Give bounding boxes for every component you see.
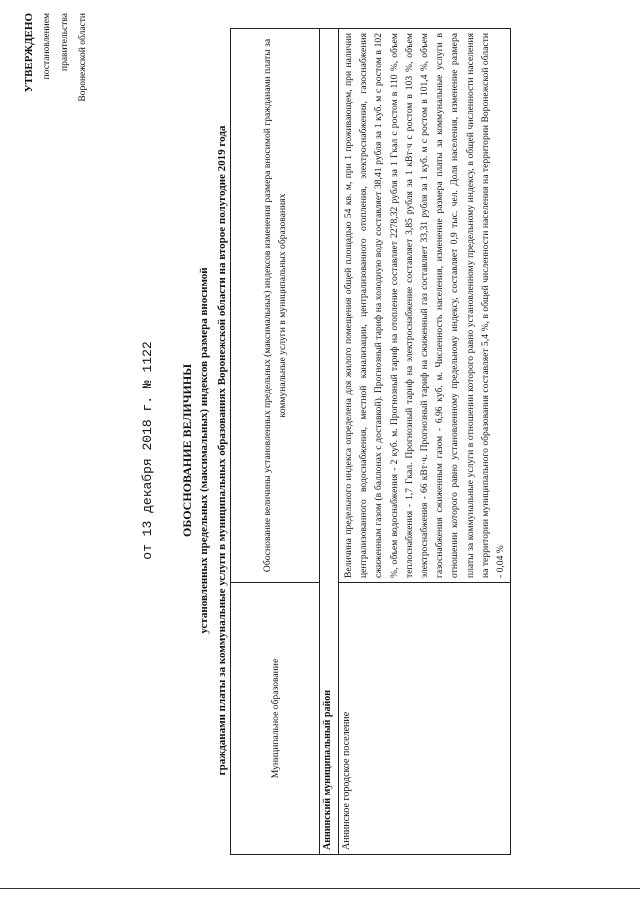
settlement-justification: Величина предельного индекса определена для жилого помещения общей площадью 54 кв. м, при 1 проживающем, при наличии централизованного водоснабжения, местной канализации, централизованного отопления, электроснабжения, газоснабжения сжиженным газом (в баллонах с доставкой). Прогнозный тариф на холодную воду составляет 38,41 рубля за 1 куб. м с ростом в 102 %, объем водоснабжения - 2 куб. м. Прогнозный тариф на отопление составляет 2278,32 рубля за 1 Гкал с ростом в 110 %, объем теплоснабжения - 1,7 Гкал. Прогнозный тариф на электроснабжение составляет 3,85 рубля за 1 кВт·ч с ростом в 103 %, объем электроснабжения - 66 кВт·ч. Прогнозный тариф на сжиженный газ составляет 33,31 рубля за 1 куб. м с ростом в 101,4 %, объем газоснабжения сжиженным газом - 6,96 куб. м. Численность населения, изменение размера платы за коммунальные услуги в отношении которого равно установленному предельному индексу, составляет 0,9 тыс. чел. Доля населения, изменение размера платы за коммунальные услуги в отношении которого равно установленному предельному индексу, в общей численности населения на территории муниципального образования составляет 5,4 %, в общей численности населения на территории Воронежской области - 0,04 % <box>339 29 511 583</box>
page-edge-line <box>0 888 640 889</box>
approval-line-2: правительства <box>60 13 70 72</box>
document-title: ОБОСНОВАНИЕ ВЕЛИЧИНЫ <box>180 364 194 537</box>
approval-title: УТВЕРЖДЕНО <box>23 13 35 93</box>
document-subtitle-line-1: установленных предельных (максимальных) индексов размера вносимой <box>198 267 210 634</box>
document-date: от 13 декабря 2018 г. № 1122 <box>140 341 155 560</box>
district-name: Аннинский муниципальный район <box>320 29 339 855</box>
justification-table <box>230 28 511 855</box>
table-header-row <box>231 29 320 855</box>
header-municipality: Муниципальное образование <box>231 583 320 855</box>
header-justification: Обоснование величины установленных предельных (максимальных) индексов изменения размера вносимой гражданами платы за коммунальные услуги в муниципальных образованиях <box>231 29 320 583</box>
approval-stamp <box>20 13 92 153</box>
document-subtitle-line-2: гражданами платы за коммунальные услуги в муниципальных образованиях Воронежской области на второе полугодие 2019 года <box>216 125 228 776</box>
settlement-name: Аннинское городское поселение <box>339 583 511 855</box>
approval-line-1: постановлением <box>42 13 52 80</box>
approval-line-3: Воронежской области <box>78 13 88 102</box>
table-row <box>339 29 511 855</box>
district-row <box>320 29 339 855</box>
